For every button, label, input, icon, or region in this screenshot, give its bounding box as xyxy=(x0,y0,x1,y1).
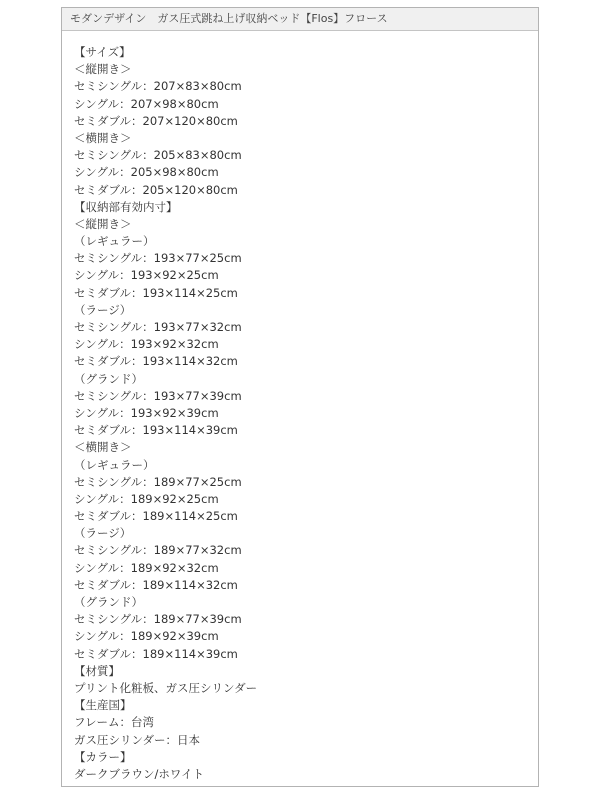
spec-line: セミダブル：207×120×80cm xyxy=(74,113,238,128)
spec-line: ガス圧シリンダー：日本 xyxy=(74,732,201,747)
spec-line: ＜横開き＞ xyxy=(74,440,132,455)
spec-line: 【生産国】 xyxy=(74,698,132,713)
spec-line: （レギュラー） xyxy=(74,457,155,472)
spec-line: セミシングル：193×77×32cm xyxy=(74,320,242,334)
spec-line: 【サイズ】 xyxy=(74,45,131,59)
spec-line: （ラージ） xyxy=(74,526,132,541)
product-title: モダンデザイン ガス圧式跳ね上げ収納ベッド【Flos】フロース xyxy=(70,12,388,25)
spec-line: セミシングル：189×77×25cm xyxy=(74,474,242,489)
spec-line: （レギュラー） xyxy=(74,234,155,249)
spec-line: セミダブル：189×114×39cm xyxy=(74,646,238,661)
spec-line: ダークブラウン/ホワイト xyxy=(74,766,205,781)
spec-line: シングル：193×92×32cm xyxy=(74,337,219,352)
spec-line: （ラージ） xyxy=(74,302,132,317)
spec-line: シングル：189×92×25cm xyxy=(74,491,219,506)
spec-line: 【カラー】 xyxy=(74,749,132,764)
spec-line: セミシングル：189×77×32cm xyxy=(74,543,242,558)
spec-line: セミシングル：189×77×39cm xyxy=(74,612,242,627)
spec-line: セミダブル：205×120×80cm xyxy=(74,182,238,197)
spec-line: 【材質】 xyxy=(74,663,120,678)
spec-line: セミダブル：189×114×25cm xyxy=(74,509,238,524)
spec-line: ＜縦開き＞ xyxy=(74,62,132,77)
spec-line: フレーム：台湾 xyxy=(74,715,155,730)
spec-line: セミダブル：193×114×32cm xyxy=(74,354,238,369)
spec-line: ＜横開き＞ xyxy=(74,130,132,145)
spec-line: シングル：189×92×32cm xyxy=(74,560,219,575)
spec-line: セミシングル：193×77×25cm xyxy=(74,251,242,266)
spec-line: セミダブル：193×114×25cm xyxy=(74,285,238,300)
spec-line: ＜縦開き＞ xyxy=(74,216,132,231)
spec-line: （グランド） xyxy=(74,595,143,609)
spec-line: セミシングル：207×83×80cm xyxy=(74,79,242,94)
spec-line: セミダブル：193×114×39cm xyxy=(74,423,238,438)
spec-line: シングル：193×92×39cm xyxy=(74,405,219,420)
spec-list xyxy=(74,44,530,783)
panel-header xyxy=(62,8,538,31)
spec-panel xyxy=(61,7,539,787)
spec-line: セミダブル：189×114×32cm xyxy=(74,577,238,592)
spec-line: シングル：207×98×80cm xyxy=(74,96,219,111)
spec-line: プリント化粧板、ガス圧シリンダー xyxy=(74,680,258,695)
spec-line: シングル：189×92×39cm xyxy=(74,629,219,644)
spec-line: セミシングル：193×77×39cm xyxy=(74,388,242,403)
spec-line: シングル：193×92×25cm xyxy=(74,268,219,283)
spec-line: シングル：205×98×80cm xyxy=(74,165,219,180)
spec-line: セミシングル：205×83×80cm xyxy=(74,148,242,163)
spec-line: 【収納部有効内寸】 xyxy=(74,199,178,214)
spec-line: （グランド） xyxy=(74,371,143,386)
